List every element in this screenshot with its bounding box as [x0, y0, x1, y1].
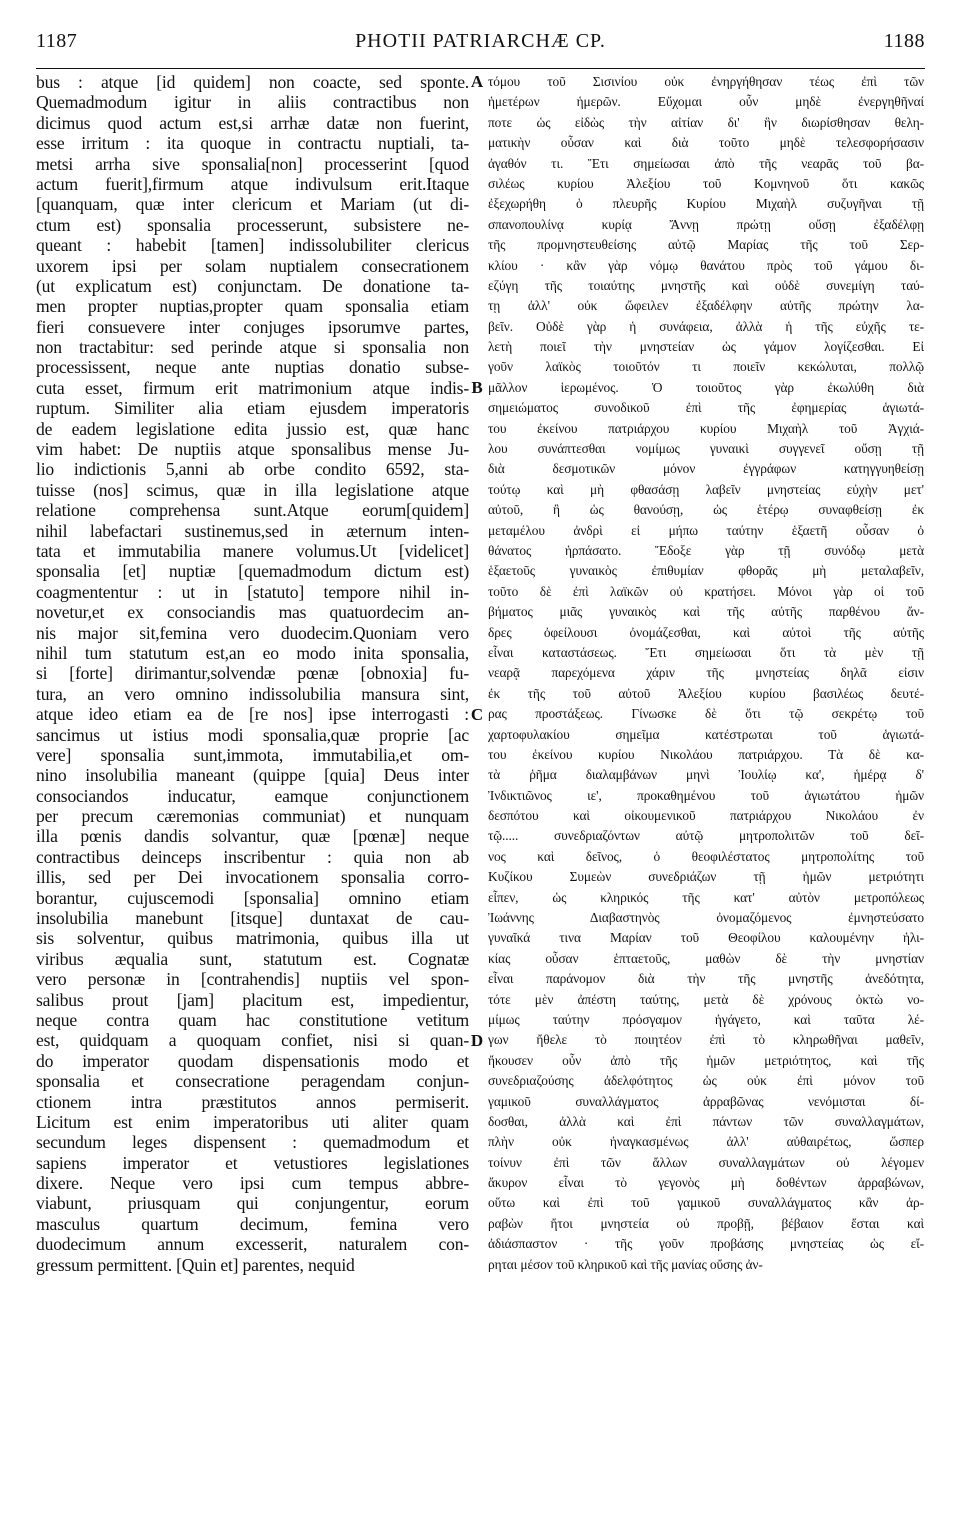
text-line: βήματος μιᾶς γυναικὸς καὶ τῆς αὐτῆς παρθένου ἄν- — [488, 604, 924, 620]
text-line: viribus æqualia sunt, statutum est. Cognatæ — [36, 948, 469, 969]
text-line: fieri consuevere inter conjuges ipsorumve partes, — [36, 316, 469, 337]
text-line: τὰ ῥῆμα διαλαμβάνων μηνὶ Ἰουλίῳ κα', ἡμέρᾳ δ' — [488, 767, 924, 783]
text-line: ματικὴν οὖσαν καὶ διὰ τοῦτο μηδὲ τελεσφορήσασιν — [488, 135, 924, 151]
text-line: ἡμετέρων ἡμερῶν. Εὔχομαι οὖν μηδὲ ἐνεργηθῆναί — [488, 94, 924, 110]
text-line: Licitum est enim imperatoribus uti aliter quam — [36, 1111, 469, 1132]
text-line: ἐκ τῆς τοῦ αὐτοῦ Ἀλεξίου κυρίου βασιλέως δευτέ- — [488, 685, 924, 701]
text-line: vim habet: De nuptiis atque sponsalibus mense Ju- — [36, 439, 469, 460]
text-line: διὰ δεσμοτικῶν μόνον ἐγγράφων κατηγγυηθείσῃ — [488, 461, 924, 477]
text-line: sancimus ut istius modi sponsalia,quæ proprie [ac — [36, 724, 469, 745]
text-line: μεταμέλου ἀνδρὶ εἰ μήπω ταύτην ἑξαετῆ οὖσαν ὁ — [488, 522, 924, 538]
text-line: nis major sit,femina vero duodecim.Quoniam vero — [36, 622, 469, 643]
text-line: do imperator quodam dispensationis modo et — [36, 1050, 469, 1071]
text-line: γοῦν λαϊκὸς τοιοῦτόν τι ποιεῖν κεκώλυται, πολλῷ — [488, 359, 924, 375]
text-line: sponsalia [et] nuptiæ [quemadmodum dictum est) — [36, 561, 469, 582]
greek-column — [488, 72, 924, 1275]
text-line: neque contra quam hac constitutione vetitum — [36, 1009, 469, 1030]
text-line: bus : atque [id quidem] non coacte, sed sponte. — [36, 72, 469, 92]
text-line: πλὴν οὐκ ἠναγκασμένως ἀλλ' αὐθαιρέτως, ὥσπερ — [488, 1134, 924, 1150]
text-line: εζύγη τῆς τοιαύτης μνηστῆς καὶ οὐδὲ συνεμίγη ταύ- — [488, 277, 924, 293]
text-line: ἀγαθόν τι. Ἔτι σημείωσαι ἀπὸ τῆς νεαρᾶς τοῦ βα- — [488, 155, 924, 171]
text-line: δρες ὀφείλουσι ὀνομάζεσθαι, καὶ αὐτοὶ τῆς αὐτῆς — [488, 624, 924, 640]
text-line: salibus prout [jam] placitum est, impedientur, — [36, 989, 469, 1010]
header-rule — [36, 68, 925, 69]
text-line: γυναῖκά τινα Μαρίαν τοῦ Θεοφίλου καλουμένην ἡλι- — [488, 930, 924, 946]
text-line: ctum est) sponsalia processerunt, subsistere ne- — [36, 214, 469, 235]
text-line: κλίου · κἂν γὰρ νόμῳ θανάτου πρὸς τοῦ γάμου δι- — [488, 257, 924, 273]
text-line: per precum cæremonias communiat) et nunquam — [36, 806, 469, 827]
text-line: Ἰωάννης Διαβαστηνὸς ὀνομαζόμενος ἐμνηστεύσατο — [488, 910, 924, 926]
text-line: λετὴ ποιεῖ τὴν μνηστείαν ὡς γάμον λογίζεσθαι. Εἰ — [488, 339, 924, 355]
text-line: gressum permittent. [Quin et] parentes, nequid — [36, 1254, 355, 1275]
text-line: κίας οὖσαν ἑπταετοῦς, μαθὼν δὲ τὴν μνηστίαν — [488, 950, 924, 966]
text-line: ἐξεχωρήθη ὁ πλευρῆς Κυρίου Μιχαὴλ συζυγῆναι τῇ — [488, 196, 924, 212]
text-line: χαρτοφυλακίου σημεῖμα κατέστρωται τοῦ ἁγιωτά- — [488, 726, 924, 742]
section-marker-c: C — [470, 705, 484, 724]
section-marker-b: B — [471, 378, 483, 397]
text-line: μίμως ταύτην πρόσγαμον ἠγάγετο, καὶ ταῦτα λέ- — [488, 1011, 924, 1027]
running-title: PHOTII PATRIARCHÆ CP. — [355, 30, 606, 52]
text-line: actum fuerit],firmum atque indivulsum erit.Itaque — [36, 173, 469, 194]
text-line: dicimus quod actum est,si arrhæ datæ non fuerint, — [36, 112, 469, 133]
text-line: θάνατος ἡρπάσατο. Ἔδοξε γὰρ τῇ συνόδῳ μετὰ — [488, 542, 924, 558]
text-line: λου συνάπτεσθαι νομίμως γυναικὶ συγγενεῖ οὔσῃ τῇ — [488, 441, 924, 457]
text-line: ρηται μέσον τοῦ κληρικοῦ καὶ τῆς μανίας οὔσης ἀν- — [488, 1256, 763, 1272]
text-line: metsi arrha sive sponsalia[non] processerint [quod — [36, 153, 469, 174]
text-line: contractibus deinceps inscribentur : quia non ab — [36, 846, 469, 867]
text-line: ραβὼν ἤτοι μνηστεία οὐ προβῇ, βέβαιον ἔσται καὶ — [488, 1215, 924, 1231]
text-line: illa pœnis dandis solvantur, quæ [pœnæ] neque — [36, 826, 469, 847]
section-marker-d: D — [470, 1031, 484, 1050]
left-page-number: 1187 — [36, 30, 78, 52]
text-line: ἑξαετοῦς γυναικὸς ἐπιθυμίαν φθορᾶς μὴ μεταλαβεῖν, — [488, 563, 924, 579]
text-line: cuta esset, firmum erit matrimonium atque indis- — [36, 377, 469, 398]
text-line: ctionem intra præstitutos annos permiserit. — [36, 1091, 469, 1112]
text-line: νεαρᾷ παρεχόμενα χάριν τῆς μνηστείας δηλᾶ εἰσιν — [488, 665, 924, 681]
text-line: τούτῳ καὶ μὴ φθασάσῃ λαβεῖν μνηστείας εὐχὴν μετ' — [488, 481, 924, 497]
text-line: του ἐκείνου πατριάρχου κυρίου Μιχαὴλ τοῦ Ἀγχιά- — [488, 420, 924, 436]
text-line: Κυζίκου Συμεὼν συνεδριάζων τῇ ἡμῶν μετριότητι — [488, 869, 924, 885]
text-line: processissent, neque ante nuptias donatio subse- — [36, 357, 469, 378]
text-line: coagmententur : ut in [statuto] tempore nihil in- — [36, 581, 469, 602]
text-line: δοσθαι, ἀλλὰ καὶ ἐπὶ πάντων τῶν συναλλαγμάτων, — [488, 1113, 924, 1129]
section-marker-a: A — [470, 72, 484, 91]
text-line: atque ideo etiam ea de [re nos] ipse interrogasti : — [36, 704, 469, 725]
text-line: si [forte] dirimantur,solvendæ pœnæ [obnoxia] fu- — [36, 663, 469, 684]
text-line: Quemadmodum igitur in aliis contractibus non — [36, 92, 469, 113]
text-line: συνεδριαζούσης ἀδελφότητος ὡς οὐκ ἐπὶ μόνον τοῦ — [488, 1073, 924, 1089]
text-line: τοῦτο δὲ ἐπὶ λαϊκῶν οὐ κρατήσει. Μόνοι γὰρ οἱ τοῦ — [488, 583, 924, 599]
text-line: insolubilia manebunt [itsque] duntaxat de cau- — [36, 908, 469, 929]
text-line: νος καὶ δεῖνος, ὁ θεοφιλέστατος μητροπολίτης τοῦ — [488, 848, 924, 864]
text-line: βεῖν. Οὐδὲ γὰρ ἡ συνάφεια, ἀλλὰ ἡ τῆς εὐχῆς τε- — [488, 318, 924, 334]
text-line: illis, sed per Dei invocationem sponsalia corro- — [36, 867, 469, 888]
text-line: ἤκουσεν οὖν ἀπὸ τῆς ἡμῶν μετριότητος, καὶ τῆς — [488, 1052, 924, 1068]
text-line: ruptum. Similiter alia etiam ejusdem imperatoris — [36, 398, 469, 419]
text-line: viabunt, priusquam qui conjungentur, eorum — [36, 1193, 469, 1214]
text-line: nihil labefactari sustinemus,sed in æternum inten- — [36, 520, 469, 541]
text-line: ρας προστάξεως. Γίνωσκε δὲ ὅτι τῷ σεκρέτῳ τοῦ — [488, 706, 924, 722]
latin-column — [36, 72, 469, 1275]
text-line: εἶναι καταστάσεως. Ἔτι σημείωσαι ὅτι τὰ μὲν τῇ — [488, 644, 924, 660]
text-line: esse irritum : ita quoque in contractu nuptiali, ta- — [36, 133, 469, 154]
text-line: sapiens imperator et vetustiores legislationes — [36, 1152, 469, 1173]
text-line: εἶναι παράνομον διὰ τὴν τῆς μνηστῆς ἀνεδότητα, — [488, 971, 924, 987]
text-line: tuisse (nos] scimus, quæ in illa legislatione atque — [36, 479, 469, 500]
text-line: borantur, cujuscemodi [sponsalia] omnino etiam — [36, 887, 469, 908]
text-line: ἀδιάσπαστον · τῆς γοῦν προβάσης μνηστείας ὡς εἴ- — [488, 1236, 924, 1252]
text-line: σιλέως κυρίου Ἀλεξίου τοῦ Κομνηνοῦ ὅτι κακῶς — [488, 175, 924, 191]
text-line: τῆς προμνηστευθείσης αὐτῷ Μαρίας τῆς τοῦ Σερ- — [488, 237, 924, 253]
text-line: τότε μὲν ἀπέστη ταύτης, μετὰ δὲ χρόνους ὀκτὼ νο- — [488, 991, 924, 1007]
text-line: tata et immutabilia manere volumus.Ut [videlicet] — [36, 540, 469, 561]
text-line: men propter nuptias,propter quam sponsalia etiam — [36, 296, 469, 317]
text-line: uxorem ipsi per solam nuptialem consecrationem — [36, 255, 469, 276]
right-page-number: 1188 — [883, 30, 925, 52]
text-line: τόμου τοῦ Σισινίου οὐκ ἐνηργήθησαν τέως ἐπὶ τῶν — [488, 74, 924, 89]
text-line: nihil tum statutum est,an eo modo inita sponsalia, — [36, 642, 469, 663]
text-line: vero personæ in [contrahendis] nuptiis vel spon- — [36, 969, 469, 990]
text-line: οὕτω καὶ ἐπὶ τοῦ γαμικοῦ συναλλάγματος κἂν ἀρ- — [488, 1195, 924, 1211]
text-line: γων ἤθελε τὸ ποιητέον ἐπὶ τὸ κληρωθῆναι μαθεῖν, — [488, 1032, 924, 1048]
text-line: lio indictionis 5,anni ab orbe condito 6592, sta- — [36, 459, 469, 480]
text-line: τῃ ἀλλ' οὐκ ὤφειλεν ἐξαδέλφην αὐτῆς πρώτην λα- — [488, 298, 924, 314]
text-line: σπανοπουλίνᾳ κυρίᾳ Ἄννῃ πρώτῃ οὔσῃ ἐξαδέλφῃ — [488, 216, 924, 232]
text-line: τοίνυν ἐπὶ τῶν ἄλλων συναλλαγμάτων οὐ λέγομεν — [488, 1154, 924, 1170]
text-line: relatione comprehensa sunt.Atque eorum[quidem] — [36, 500, 469, 521]
text-line: est, quidquam a quoquam confiet, nisi si quan- — [36, 1030, 469, 1051]
text-line: non tractabitur: sed perinde atque si sponsalia non — [36, 337, 469, 358]
text-line: γαμικοῦ συναλλάγματος ἀρραβῶνας νενόμισται δί- — [488, 1093, 924, 1109]
text-line: masculus quartum decimum, femina vero — [36, 1213, 469, 1234]
text-line: novetur,et ex consociandis mas quatuordecim an- — [36, 602, 469, 623]
text-line: μᾶλλον ἱερωμένος. Ὁ τοιοῦτος γὰρ ἐκωλύθη διὰ — [488, 379, 924, 395]
text-line: vere] sponsalia sunt,immota, immutabilia,et om- — [36, 744, 469, 765]
text-line: (ut explicatum est) conjunctam. De donatione ta- — [36, 275, 469, 296]
page-header — [36, 30, 925, 66]
text-line: δεσπότου καὶ οἰκουμενικοῦ πατριάρχου Νικολάου ἐν — [488, 808, 924, 824]
text-line: de eadem legislatione edita jussio est, quæ hanc — [36, 418, 469, 439]
text-line: dixere. Neque vero ipsi cum tempus abbre- — [36, 1173, 469, 1194]
text-line: nino insolubilia maneant (quippe [quia] Deus inter — [36, 765, 469, 786]
text-line: του ἐκείνου κυρίου Νικολάου πατριάρχου. Τὰ δὲ κα- — [488, 746, 924, 762]
text-line: σημειώματος συνοδικοῦ ἐπὶ τῆς ἐφημερίας ἁγιωτά- — [488, 400, 924, 416]
text-line: Ἰνδικτιῶνος ιε', προκαθημένου τοῦ ἁγιωτάτου ἡμῶν — [488, 787, 924, 803]
text-line: [quanquam, quæ inter clericum et Mariam (ut di- — [36, 194, 469, 215]
text-line: αὐτοῦ, ἢ ὡς θανούσῃ, ὡς ἑτέρῳ συναφθείσῃ ἐκ — [488, 502, 924, 518]
text-line: ποτε ὡς εἰδὼς τὴν αἰτίαν δι' ἣν διωρίσθησαν θελη- — [488, 114, 924, 130]
text-line: ἄκυρον εἶναι τὸ γεγονὸς μὴ δοθέντων ἀρραβώνων, — [488, 1175, 924, 1191]
text-line: sponsalia et consecratione peragendam conjun- — [36, 1071, 469, 1092]
text-line: consociandos inducatur, eamque conjunctionem — [36, 785, 469, 806]
text-line: tura, an vero omnino indissolubilia mansura sint, — [36, 683, 469, 704]
text-line: sis solventur, quibus matrimonia, quibus illa ut — [36, 928, 469, 949]
text-line: duodecimum annum excesserit, naturalem con- — [36, 1234, 469, 1255]
text-line: εἶπεν, ὡς κληρικός τῆς κατ' αὐτὸν μετροπόλεως — [488, 889, 924, 905]
text-line: τῷ..... συνεδριαζόντων αὐτῷ μητροπολιτῶν τοῦ δεῖ- — [488, 828, 924, 844]
text-line: secundum leges dispensent : quemadmodum et — [36, 1132, 469, 1153]
text-line: queant : habebit [tamen] indissolubiliter clericus — [36, 235, 469, 256]
